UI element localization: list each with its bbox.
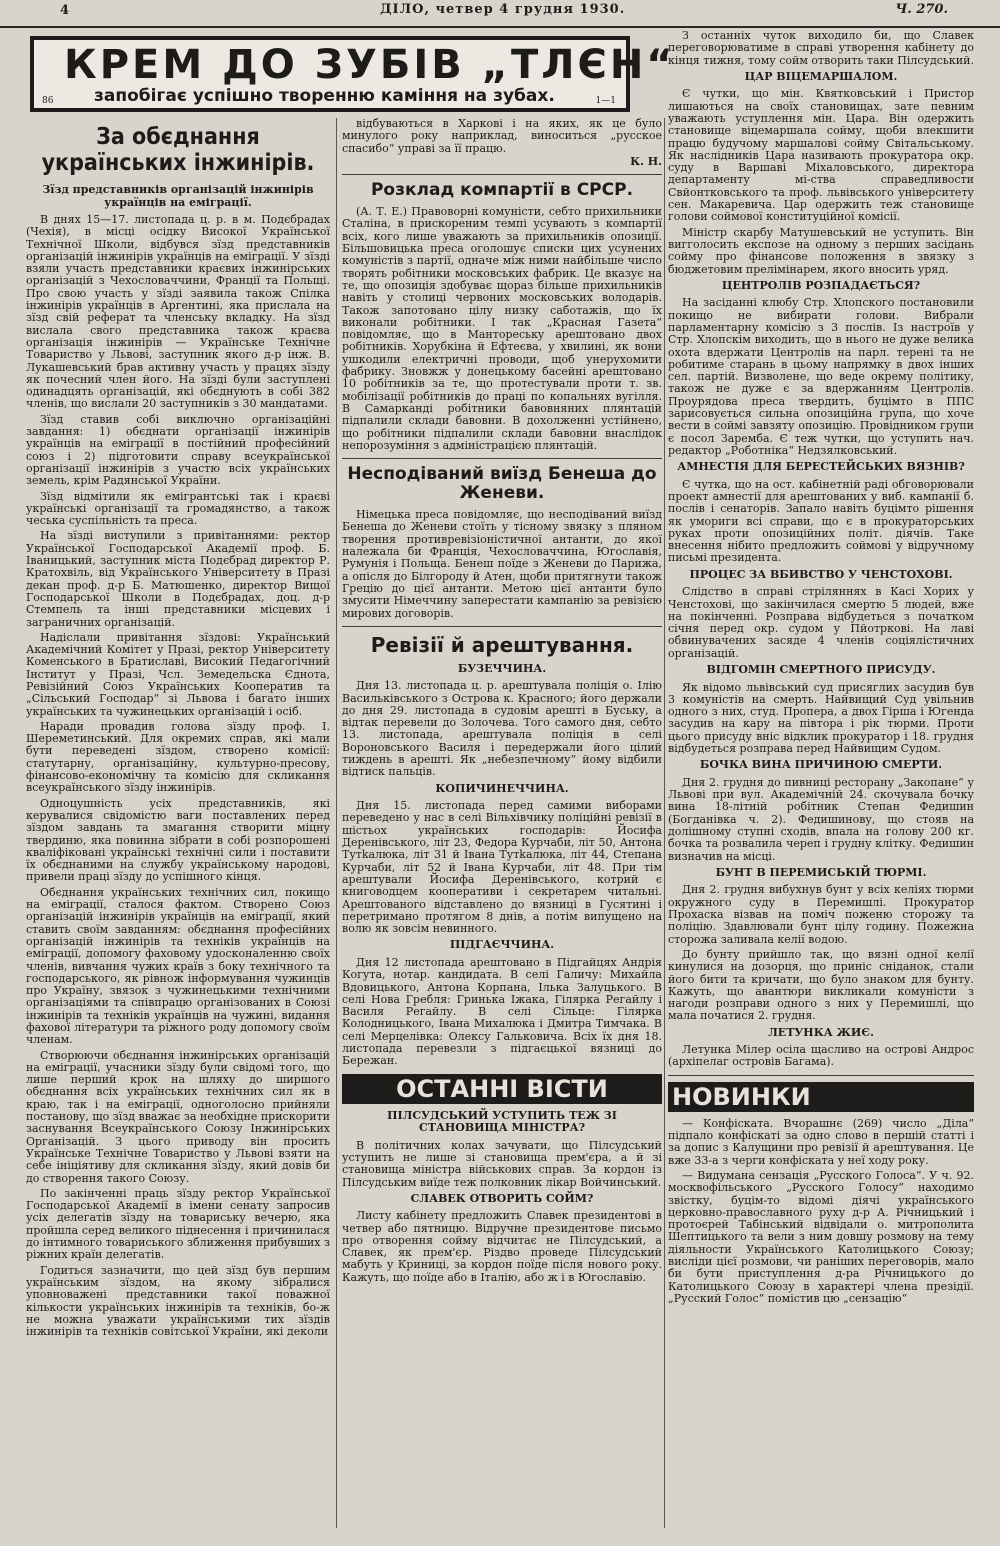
news-paragraph: На засіданні клюбу Стр. Хлопского постановили покищо не вибирати голови. Вибрали парламентарну комісію з 3 послів. Із настроїв у Стр. Хлопскім виходить, що в нього не дуже велика охота вдержати Центролів на парл. терені та не робитиме старань в цьому напрямку в двох інших сел. партій. Визволене, що веде окрему політику, також не дуже є за вдержанням Центролів. Проурядова преса твердить, буцімто в ППС зарисовується сильна опозиційна група, що хоче вести в соймі завзяту опозицію. Провідником групи є посол Заремба. Є теж чутки, що уступить нач. редактор „Роботніка“ Недзялковський. xyxy=(668,296,974,457)
news-headline: ПРОЦЕС ЗА ВБИВСТВО У ЧЕНСТОХОВІ. xyxy=(689,567,953,581)
article-paragraph: (А. Т. Е.) Правоворні комуністи, себто прихильники Сталіна, в прискореним темпі усувають з компартії всіх, кого лише уважають за прихильників опозиції. Більшовицька преса оголошує списки цих усунених комуністів з партії, одначе між ними найбільше число творять робітники московських фабрик. Це вказує на те, що опозиція здобуває щораз більше прихильників навіть у столиці червоних московських володарів. Також запотовано цілу низку саботажів, що їх виконали робітники. І так „Красная Газета“ повідомляє, що в Мантореськy арештовано двох робітників. Хорубкіна й Ефтеєва, у хвилині, як вони ушкодили електричні проводи, щоб унеруxомити фабрику. Зновжж у донецькому басейні арештовано 10 робітників за те, що протестували проти т. зв. мобілізації робітників до праці по копальнях вугілля. В Самаркандi робітники бавовняних плянтацій підпалили склади бавовни. В дохолженні устійнено, що робітники підпалили склади бавовни внаслідок непорозуміння з адміністрацією плянтацій. xyxy=(342,205,662,452)
news-item: — Конфіската. Вчорашнє (269) число „Діла“ підпало конфіскаті за одно слово в першій статті і за допис з Калущини про ревізії й арештування. Це вже 33-а з черги конфіската у неї ходу року. xyxy=(668,1116,974,1167)
section-place: ПІДГАЄЧЧИНА. xyxy=(449,938,555,952)
separator xyxy=(342,458,662,459)
news-paragraph: Слідство в справі стріляннях в Касі Хорих у Ченстохові, що закінчилася смертю 5 людей, вже на покінченні. Розправа відбудеться з початком січня перед окр. судом у Пйотркові. На лаві обвинувачених засяде 4 членів соціялістичних організацій. xyxy=(668,585,974,660)
news-paragraph: Дня 2. грудня вибухнув бунт у всіх келіях тюрми окружного суду в Перемишлі. Прокуратор Прохаска візвав на поміч поженю сторожу та поліцію. Здавлювали бунт цілу годину. Пожежна сторожа заливала келії водою. xyxy=(668,883,974,946)
article-headline: Несподіваний виїзд Бенеша до Женеви. xyxy=(347,464,657,504)
news-paragraph: З останніх чуток виходило би, що Славек переговорюватиме в справі утворення кабінету до кінця тижня, тому сойм отворить таки Пілсудський. xyxy=(668,30,974,67)
news-headline: БУНТ В ПЕРЕМИСЬКІЙ ТЮРМІ. xyxy=(715,865,927,879)
news-headline: СЛАВЕК ОТВОРИТЬ СОЙМ? xyxy=(410,1191,594,1205)
article-signature: К. Н. xyxy=(630,154,662,168)
section-place: БУЗЕЧЧИНА. xyxy=(457,661,547,675)
article-paragraph: Дня 12 листопада арештовано в Підгайцях Андрія Когута, нотар. кандидата. В селі Галичу: Михайла Вдовицького, Антона Корпана, Ілька Залуцького. В селі Нова Гребля: Гринька Іжака, Гілярка Регайлу і Василя Регайлу. В селі Сільце: Гілярка Колодницького, Івана Михалюка і Дмитра Тимчака. В селі Мерцелівка: Олексу Гальковича. Всіх їх дня 18. листопада перевезли з підгаєцької вязниці до Бережан. xyxy=(342,955,662,1068)
ad-subtitle: запобігає успішно творенню каміння на зубах. xyxy=(94,86,555,106)
news-paragraph: Міністр скарбу Матушевський не уступить. Він вигголосить експозе на одному з перших засідань сойму про фінансове положення в звязку з бюджетовим прелімінарем, якого вносить уряд. xyxy=(668,225,974,276)
column-divider xyxy=(664,118,665,1528)
news-banner: НОВИНКИ xyxy=(668,1082,974,1112)
news-headline: ПІЛСУДСЬКИЙ УСТУПИТЬ ТЕЖ ЗІ СТАНОВИЩА МІНІСТРА? xyxy=(387,1108,617,1135)
news-paragraph: Як відомо львівський суд присяглих засудив був 3 комуністів на смерть. Найвищий Суд увільнив одного з них, студ. Пропера, а двох Гірша і Югенда засудив на кару на півтора і рік тюрми. Проти цього присуду вніс відклик прокуратор і 18. грудня відбудеться розправа перед Найвищим Судом. xyxy=(668,680,974,756)
news-headline: ВІДГОМІН СМЕРТНОГО ПРИСУДУ. xyxy=(706,663,936,677)
article-paragraph: Наради провадив голова зїзду проф. І. Шереметинський. Для окремих справ, які мали бути переведені зїздом, створено комісії: статутарну, організаційну, культурно-пресову, фінансово-економічну та комісію для скликання всеукраїнського зїзду інжинірів. xyxy=(26,719,330,795)
news-headline: ЛЕТУНКА ЖИЄ. xyxy=(768,1025,874,1039)
issue-number: Ч. 270. xyxy=(895,2,948,17)
column-right xyxy=(668,30,974,1530)
article-paragraph: На зїзді виступили з привітаннями: ректор Української Господарської Академії проф. Б. Іваницький, заступник міста Подєбрад директор Р. Кратохвіль, від Українського Університету в Празі декан проф. д-р Б. Матюшенко, директор Вищої Господарської Школи в Подєбрадах, доц. д-р Стемпель та інші представники місцевих і заграничних організацій. xyxy=(26,529,330,629)
news-paragraph: В політичних колах зачувати, що Пілсудський уступить не лише зі становища прем'єра, а й зі становища міністра військових справ. За кордон із Пілсудським виїде теж полковник лікар Войчинський. xyxy=(342,1138,662,1189)
news-paragraph: Летунка Мілер осіла щасливо на острові Андрос (архіпелаг островів Багама). xyxy=(668,1043,974,1069)
article-paragraph: Німецька преса повідомляє, що несподіваний виїзд Бенеша до Женеви стоїть у тісному звязку з пляном творення противревізіоністичної антанти, до якої належала би Франція, Чехословаччина, Югославія, Румунія і Польща. Бенеш поїде з Женеви до Парижа, а опісля до Білгороду й Атен, щоби притягнути також Грецію до цієї антанти. Метою цієї антанти було змусити Німеччину заперестати кампанію за ревізією мирових договорів. xyxy=(342,508,662,620)
article-continuation: відбуваються в Харкові і на яких, як це було минулого року наприклад, виноситься „русское спасибо“ управі за її працю. xyxy=(342,118,662,155)
article-paragraph: В днях 15—17. листопада ц. р. в м. Подєбрадах (Чехія), в місці осідку Високої Української Технічної Школи, відбувся зїзд представників організацій інжинірів українців на еміграції. У зїзді взяли участь представники краєвих інжинірських організацій з Чехословаччини, Франції та Польщі. Про свою участь у зїзді заявила також Спілка інжинірів українців в Аргентині, яка прислала на зїзд свій реферат та членську вкладку. На зїзд вислала свого представника також краєва організація інжинірів — Українське Технічне Товариство у Львові, заступник якого д-р інж. В. Лукашевський брав активну участь у працях зїзду як почесний член його. На зїзді були заступлені одинадцять організацій, які обєднують в собі 382 членів, що вислали 20 заступників з 30 мандатами. xyxy=(26,213,330,411)
news-headline: ЦАР ВІЦЕМАРШАЛОМ. xyxy=(744,69,898,83)
news-paragraph: Є чутка, що на ост. кабінетній раді обговорювали проект амнестії для арештованих у виб. кампанії б. послів і сенаторів. Запало навіть буцімто рішення як умориги всі справи, що є в прокураторських руках проти опозиційних політ. діячів. Таке внесення нібито предложить соймові у відручному письмі президента. xyxy=(668,477,974,565)
separator xyxy=(668,1075,974,1076)
article-headline: За обєднання українських інжинірів. xyxy=(41,124,315,176)
column-divider xyxy=(336,118,337,1528)
article-paragraph: Одноцушність усіх представників, які керувалися свідомістю ваги поставлених перед зїздом завдань та змагання створити міцну твердиню, яка повинна зібрати в собі розпорошені кваліфіковані українські технічні сили і поставити їх обєднаними на службу українському народові, привели праці зїзду до успішного кінця. xyxy=(26,796,330,884)
news-paragraph: Дня 2. грудня до пивниці ресторану „Закопане“ у Львові при вул. Академічній 24. скочувала бочку вина 18-літній робітник Степан Федишин (Богданівка ч. 2). Федишинову, що стояв на долішному ступні сходів, впала на голову 200 кг. бочка та розвалила череп і грудну клітку. Федишин визначив на місці. xyxy=(668,775,974,863)
toothpaste-advertisement xyxy=(30,36,676,112)
column-middle xyxy=(342,118,662,1528)
separator xyxy=(342,174,662,175)
masthead-date: ДІЛО, четвер 4 грудня 1930. xyxy=(380,2,626,17)
article-paragraph: По закінченні праць зїзду ректор Української Господарської Академії в імени сенату запросив усіх делегатів зїзду на товариську вечерю, яка пройшла серед великого піднесення і причинилася до інтимного товариського зближення прибувших з ріжних країн делегатів. xyxy=(26,1186,330,1262)
news-headline: АМНЕСТІЯ ДЛЯ БЕРЕСТЕЙСЬКИХ ВЯЗНІВ? xyxy=(677,460,965,474)
news-headline: БОЧКА ВИНА ПРИЧИНОЮ СМЕРТИ. xyxy=(699,758,943,772)
article-headline: Розклад компартії в СРСР. xyxy=(370,180,634,201)
article-paragraph: Дня 13. листопада ц. р. арештувала поліція о. Ілію Васильківського з Острова к. Красного; його держали до дня 29. листопада в судовім арешті в Буську, а відтак перевели до Золочева. Того самого дня, себто 13. листопада, арештувала поліція в селі Вороновськoго Василя і передержали його цілий тиждень в арешті. Як „небезпечному“ йому відбили відтиск пальців. xyxy=(342,679,662,779)
page-header xyxy=(0,0,1000,28)
article-paragraph: Дня 15. листопада перед самими виборами переведено у нас в селі Вільхівчику поліційні ревізії в шістьох українських господарів: Йосифа Деренівського, літ 23, Федора Курчаби, літ 50, Антона Тутkалюка, літ 31 й Івана Тутkалюка, літ 44, Степана Курчаби, літ 52 й Івана Курчаби, літ 48. При тім арештували Йосифа Деренівського, котрий є книговодцем кооперативи і секретарем читальні. Арештованого відставлено до вязниці в Гусятині і перетримано протягом 8 днів, а потім випущено на волю як зовсім невинного. xyxy=(342,799,662,936)
section-place: КОПИЧИНЕЧЧИНА. xyxy=(435,781,569,795)
ad-code-left: 86 xyxy=(42,96,54,106)
news-paragraph: Є чутки, що мін. Квятковський і Пристор лишаються на своїх становищах, зате певним уважають уступлення мін. Царa. Він одержить становище віцемаршала сойму, щоби влекшити працю будучому маршалові сойму Світальському. Як наслідників Царa називають прокуратора окр. суду в Варшаві Міхаловського, директора департаменту мі-ства справедливости Свйонтковського та проф. львівського університету сен. Макаревича. Цар одержить теж становище голови соймової конституційної комісії. xyxy=(668,87,974,224)
ad-title: КРЕМ ДО ЗУБІВ „ТЛЄН“ xyxy=(64,42,676,88)
ad-code-right: 1—1 xyxy=(595,96,616,106)
column-left xyxy=(26,118,330,1528)
separator xyxy=(342,626,662,627)
latest-news-banner: ОСТАННІ ВІСТИ xyxy=(342,1074,662,1104)
article-paragraph: Зїзд ставив собі виключно організаційні завдання: 1) обєднати організації інжинірів українців на еміграції в постійний професійний союз і 2) підготовити справу всеукраїнської організації інжинірів з участю всіх українських земель, крім Радянської України. xyxy=(26,412,330,488)
article-paragraph: Годиться зазначити, що цей зїзд був першим українським зїздом, на якому зібралися уповноважені представники такої поважної кількости українських інжинірів та техніків, бо-ж не можна уважати українськими тих зїздів інжинірів та техніків совітської України, які деколи xyxy=(26,1263,330,1339)
article-subheading: Зїзд представників організацій інжинірів українців на еміграції. xyxy=(42,183,314,209)
page-number: 4 xyxy=(60,3,70,18)
article-paragraph: Надіслали привітання зїздові: Український Академічний Комітет у Празі, ректор Університету Коменського в Братиславі, Високий Педагогічний Інститут у Празі, Чсл. Земедельска Єднота, Ревізійний Союз Українських Кооператив та „Сільський Господар“ зі Львова і багато інших українських та чужинецьких організацій і осіб. xyxy=(26,630,330,718)
news-paragraph: Листу кабінету предложить Славек президентові в четвер або пятницю. Відручне президентове письмо про отворення сойму відчитає не Пілсудський, а Славек, як прем'єр. Різдво проведе Пілсудський мабуть у Криниці, за кордон поїде після нового року. Кажуть, що поїде або в Італію, або ж і в Югославію. xyxy=(342,1209,662,1284)
news-headline: ЦЕНТРОЛІВ РОЗПАДАЄТЬСЯ? xyxy=(721,278,921,292)
news-item: — Видумана сензація „Русского Голоса“. У ч. 92. москвофільського „Русского Голосу“ находимо звістку, буцім-то відомі діячі українського церковно-православного руху д-р А. Річницький і протоєрей Табінський відвідали о. митрополита Шептицького та вели з ним довшу розмову на тему діяльности Українського Католицького Союзу; висліди цієї розмови, чи раніших переговорів, мало би бути приступлення д-ра Річницького до Католицького Союзу в характері члена презідії. „Русский Голос“ помістив цю „сензацію“ xyxy=(668,1168,974,1305)
news-paragraph: До бунту прийшло так, що вязні одної келії кинулися на дозорця, що приніс сніданок, стали його бити та кричати, що було знаком для бунту. Кажуть, що авантюри викликали комуністи з нагоди розправи одного з них у Перемишлі, що мала початися 2. грудня. xyxy=(668,947,974,1023)
article-paragraph: Обєднання українських технічних сил, покищо на еміграції, сталося фактом. Створено Союз організацій інжинірів українців на еміграції, який ставить своїм завданням: обєднання професійних організацій інжинірів та техніків українців на еміграції, допомогу фаховому удосконаленню своїх членів, вивчання чужих країв з боку технічного та господарського, як рівнож інформування чужинців про Україну, звязок з чужинецькими технічними організаціями та співпрацю організованих в Союзі інжинірів та техніків українців на чужині, видання фахової літератури та ріжного роду допомогу своїм членам. xyxy=(26,885,330,1047)
article-headline: Ревізії й арештування. xyxy=(370,632,634,657)
article-paragraph: Створюючи обєднання інжинірських організацій на еміграції, учасники зїзду були свідомі того, що лише перший крок на шляху до ширшого обєднання всіх українських технічних сил як в краю, так і на еміграції, одноголосно прийняли постанову, що зїзд вважає за необхідне прискорити заснування Всеукраїнського Союзу Інжинірських Організацій. З цього приводу він просить Українське Технічне Товариство у Львові взяти на себе ініціятиву для скликання зїзду, який довів би до створення такого Союзу. xyxy=(26,1048,330,1185)
article-paragraph: Зїзд відмітили як емігрантські так і краєві українські організації та громадянство, а також чеська суспільність та преса. xyxy=(26,489,330,528)
